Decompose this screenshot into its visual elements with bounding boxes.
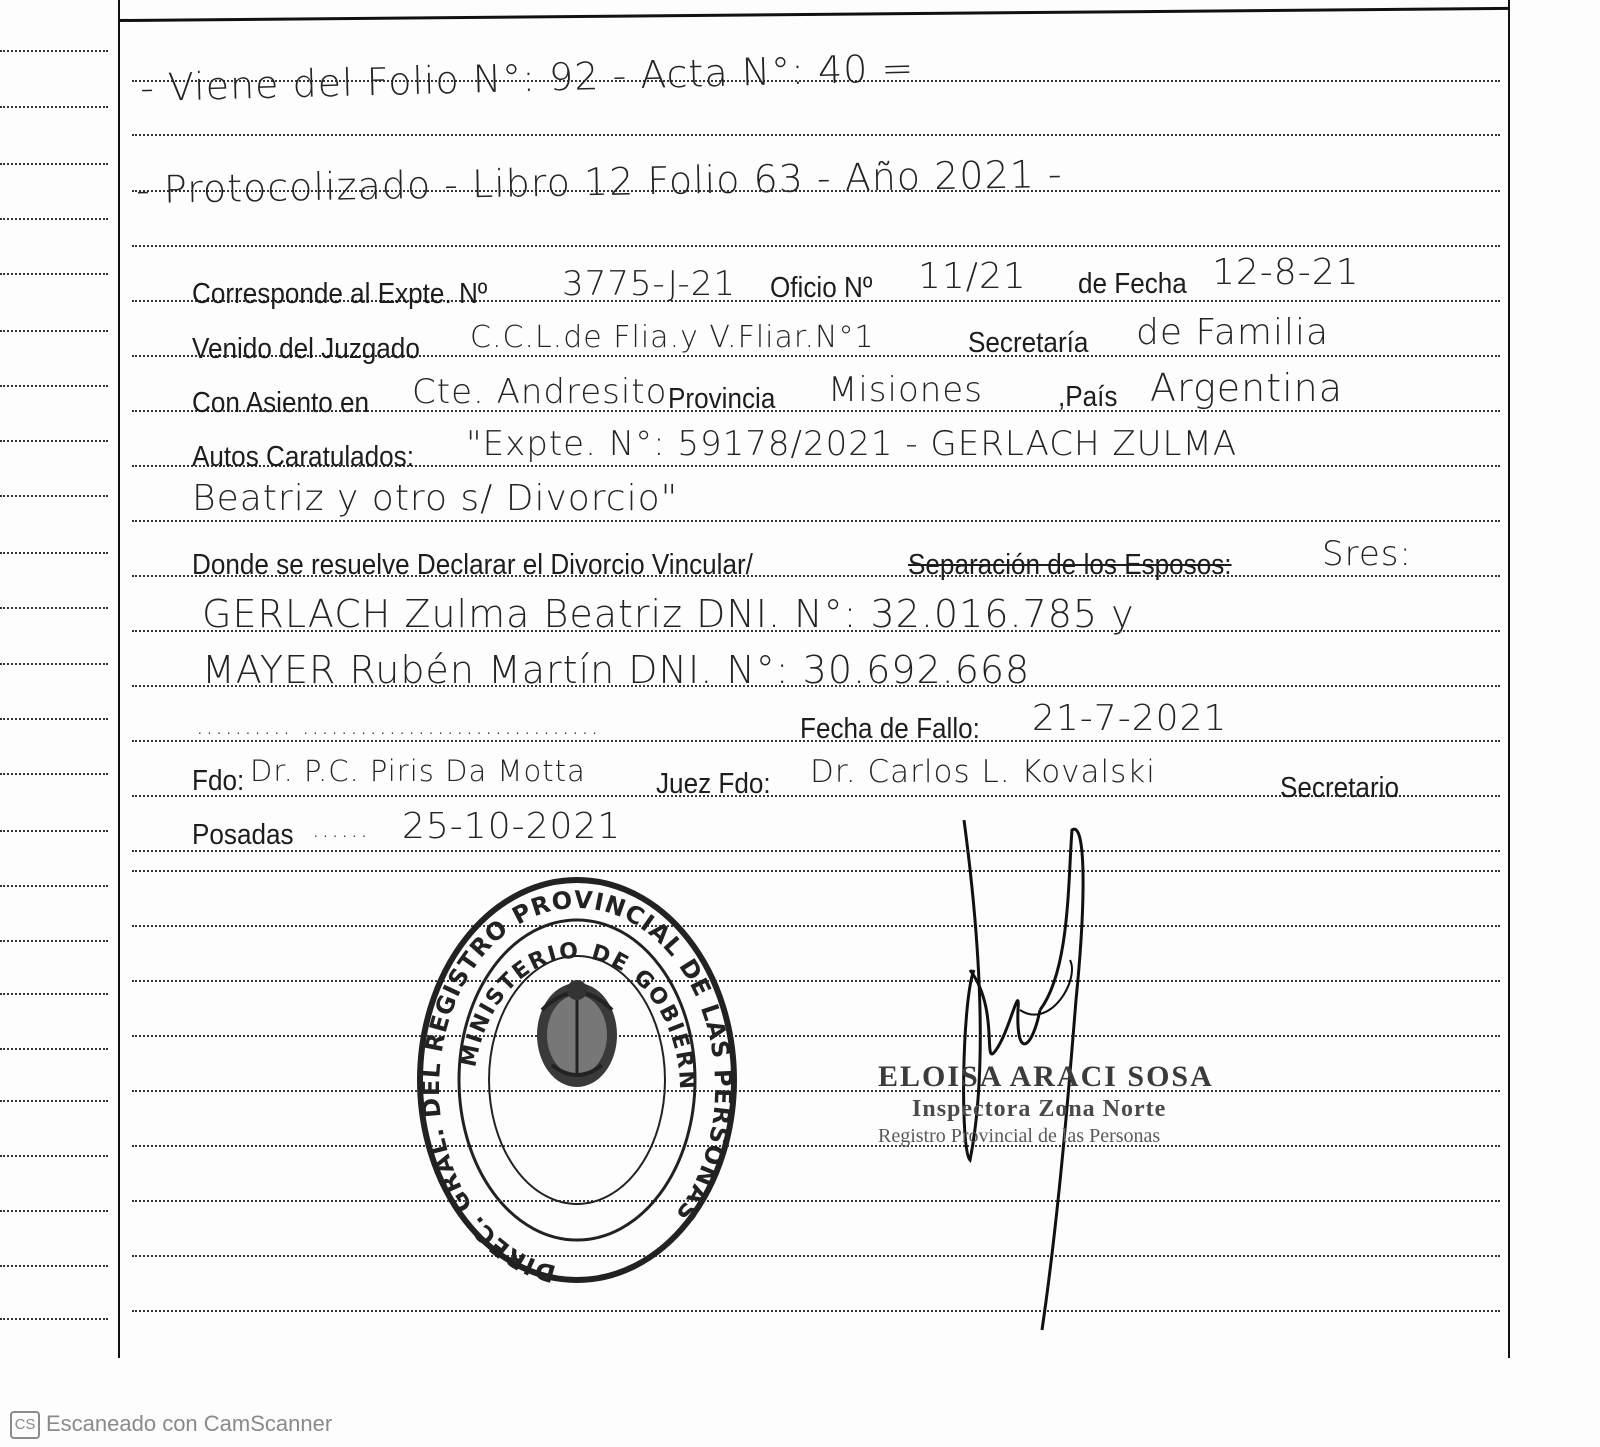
seal-graphic — [412, 870, 742, 1290]
margin-line — [0, 495, 108, 497]
fallo-leader-dots: .......... ............................... — [196, 712, 601, 740]
ruled-line — [132, 1035, 1500, 1037]
secretaria-label: Secretaría — [968, 327, 1089, 359]
venido-label: Venido del Juzgado — [192, 333, 420, 365]
fallo-label: Fecha de Fallo: — [800, 713, 980, 745]
secretario-label: Secretario — [1280, 772, 1399, 804]
ruled-line — [132, 870, 1500, 872]
margin-line — [0, 1318, 108, 1320]
margin-line — [0, 1265, 108, 1267]
scanner-footer — [10, 1411, 332, 1439]
party-2: MAYER Rubén Martín DNI. N°: 30.692.668 — [202, 648, 1031, 692]
margin-line — [0, 993, 108, 995]
ruled-line — [132, 980, 1500, 982]
stamp-name: ELOISA ARACI SOSA — [878, 1060, 1214, 1093]
autos-label: Autos Caratulados: — [192, 441, 414, 473]
ruled-line — [132, 1090, 1500, 1092]
fecha-value: 12-8-21 — [1212, 252, 1360, 293]
margin-line — [0, 163, 108, 165]
margin-line — [0, 552, 108, 554]
margin-line — [0, 1048, 108, 1050]
margin-line — [0, 50, 108, 52]
ruled-line — [132, 520, 1500, 522]
juzgado-value: C.C.L.de Flia.y V.Fliar.N°1 — [470, 320, 875, 355]
stamp-title: Inspectora Zona Norte — [912, 1096, 1167, 1122]
margin-line — [0, 607, 108, 609]
fallo-value: 21-7-2021 — [1032, 698, 1228, 739]
margin-line — [0, 663, 108, 665]
juez-label: Juez Fdo: — [656, 768, 771, 800]
posadas-label: Posadas — [192, 819, 294, 851]
margin-line — [0, 1210, 108, 1212]
oficio-value: 11/21 — [918, 256, 1027, 297]
resuelve-value: Sres: — [1322, 534, 1412, 574]
margin-line — [0, 1100, 108, 1102]
stamp-office: Registro Provincial de las Personas — [878, 1125, 1161, 1147]
margin-line — [0, 106, 108, 108]
expte-label: Corresponde al Expte. Nº — [192, 278, 488, 310]
juez-value: Dr. P.C. Piris Da Motta — [250, 754, 586, 788]
margin-line — [0, 1155, 108, 1157]
margin-line — [0, 940, 108, 942]
margin-line — [0, 330, 108, 332]
secretaria-value: de Familia — [1136, 312, 1330, 353]
fdo-label: Fdo: — [192, 765, 245, 797]
margin-line — [0, 885, 108, 887]
ruled-line — [132, 925, 1500, 927]
margin-line — [0, 385, 108, 387]
oficio-label: Oficio Nº — [770, 272, 873, 304]
ruled-line — [132, 245, 1500, 247]
camscanner-logo-icon: CS — [10, 1411, 40, 1439]
ruled-line — [132, 1200, 1500, 1202]
seal-outer-text: DIREC. GRAL. DEL REGISTRO PROVINCIAL DE LAS PERSONAS — [417, 885, 738, 1288]
margin-line — [0, 718, 108, 720]
margin-line — [0, 218, 108, 220]
provincia-label: Provincia — [668, 383, 776, 415]
autos-line1: "Expte. N°: 59178/2021 - GERLACH ZULMA — [466, 424, 1238, 464]
ruled-line — [132, 1255, 1500, 1257]
pais-label: ,País — [1058, 381, 1118, 413]
resuelve-label: Donde se resuelve Declarar el Divorcio Vincular/ — [192, 549, 753, 581]
asiento-value: Cte. Andresito — [412, 372, 668, 412]
posadas-value: 25-10-2021 — [402, 806, 622, 847]
official-seal — [412, 870, 742, 1290]
margin-line — [0, 773, 108, 775]
margin-line — [0, 440, 108, 442]
margin-line — [0, 830, 108, 832]
seal-inner-text: MINISTERIO DE GOBIERN — [456, 938, 700, 1092]
ruled-line — [132, 1145, 1500, 1147]
separacion-struck: Separación de los Esposos: — [908, 549, 1232, 581]
autos-line2: Beatriz y otro s/ Divorcio" — [192, 478, 679, 519]
inspector-stamp — [878, 1060, 1214, 1148]
pais-value: Argentina — [1150, 366, 1344, 410]
viene-del-folio: - Viene del Folio N°: 92 - Acta N°: 40 = — [139, 45, 915, 111]
fecha-label: de Fecha — [1078, 268, 1187, 300]
asiento-label: Con Asiento en — [192, 387, 370, 419]
expte-value: 3775-J-21 — [562, 264, 737, 304]
provincia-value: Misiones — [828, 370, 983, 410]
posadas-leader-dots: ...... — [312, 815, 370, 843]
protocolizado: - Protocolizado - Libro 12 Folio 63 - Año 2021 - — [135, 151, 1064, 213]
ruled-line — [132, 134, 1500, 136]
ruled-line — [132, 1310, 1500, 1312]
party-1: GERLACH Zulma Beatriz DNI. N°: 32.016.785 y — [202, 592, 1135, 636]
frame-right-border — [1508, 0, 1510, 1358]
scanner-footer-text: Escaneado con CamScanner — [46, 1411, 333, 1436]
frame-top-border — [120, 7, 1510, 22]
secretario-value: Dr. Carlos L. Kovalski — [810, 754, 1156, 790]
coat-of-arms-icon — [537, 980, 617, 1087]
ruled-line — [132, 850, 1500, 852]
margin-line — [0, 273, 108, 275]
frame-left-border — [118, 0, 120, 1358]
